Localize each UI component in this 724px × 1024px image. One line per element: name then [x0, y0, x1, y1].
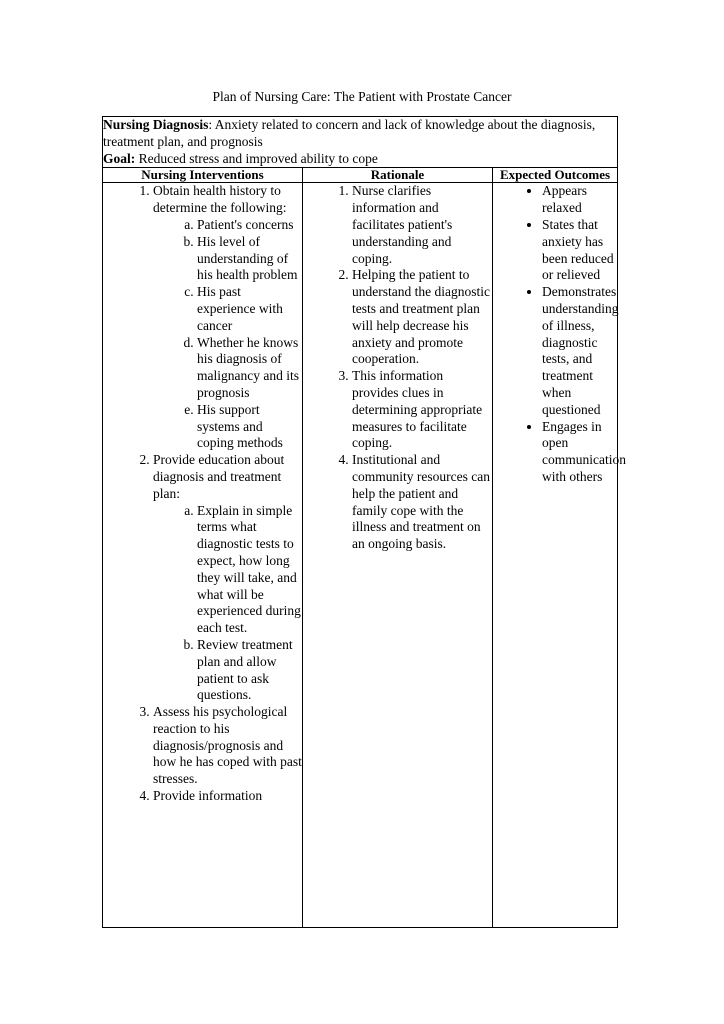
intervention-subitem: d. Whether he knows his diagnosis of malignancy and its prognosis — [197, 335, 302, 402]
outcome-item: • Engages in open communication with others — [542, 419, 617, 486]
outcome-item: • Demonstrates understanding of illness, diagnostic tests, and treatment when questioned — [542, 284, 617, 418]
rationale-item: 3. This information provides clues in determining appropriate measures to facilitate coping. — [352, 368, 492, 452]
rationale-item: 1. Nurse clarifies information and facilitates patient's understanding and coping. — [352, 183, 492, 267]
intervention-subitem: e. His support systems and coping methods — [197, 402, 302, 452]
intervention-item: 4. Provide information — [153, 788, 302, 805]
intervention-subitem: a. Explain in simple terms what diagnostic tests to expect, how long they will take, and what will be experienced during each test. — [197, 503, 302, 637]
outcomes-cell — [493, 183, 626, 928]
diagnosis-goal-cell — [103, 117, 618, 168]
outcomes-list — [493, 183, 626, 485]
page-title: Plan of Nursing Care: The Patient with Prostate Cancer — [212, 89, 512, 104]
rationale-item: 2. Helping the patient to understand the diagnostic tests and treatment plan will help decrease his anxiety and promote cooperation. — [352, 267, 492, 368]
intervention-sublist — [153, 217, 302, 452]
outcome-item: • Appears relaxed — [542, 183, 617, 217]
nursing-diagnosis-label: Nursing Diagnosis — [103, 117, 209, 132]
column-header-row — [103, 168, 618, 183]
nursing-diagnosis — [103, 117, 617, 151]
interventions-list — [103, 183, 302, 804]
nursing-care-plan-table — [102, 116, 626, 928]
rationale-item: 4. Institutional and community resources can help the patient and family cope with the illness and treatment on an ongoing basis. — [352, 452, 492, 553]
diagnosis-row — [103, 117, 618, 168]
intervention-subitem: b. Review treatment plan and allow patient to ask questions. — [197, 637, 302, 704]
intervention-item: 3. Assess his psychological reaction to his diagnosis/prognosis and how he has coped with past stresses. — [153, 704, 302, 788]
column-header-rationale: Rationale — [303, 168, 493, 183]
column-header-interventions: Nursing Interventions — [103, 168, 303, 183]
goal-text: Reduced stress and improved ability to cope — [135, 150, 378, 166]
intervention-subitem: a. Patient's concerns — [197, 217, 302, 234]
goal-label: Goal: — [103, 150, 136, 166]
intervention-sublist — [153, 503, 302, 705]
interventions-cell — [103, 183, 303, 928]
intervention-item: 1. Obtain health history to determine the following: a. Patient's concerns b. His level of understanding of his health problem c. His past experience with cancer d. Whether he knows his diagnosis of malignancy and its prognosis e. His support systems and coping methods — [153, 183, 302, 452]
outcome-item: • States that anxiety has been reduced or relieved — [542, 217, 617, 284]
goal — [103, 151, 617, 168]
nursing-diagnosis-text: : Anxiety related to concern and lack of knowledge about the diagnosis, treatment plan, and prognosis — [103, 117, 596, 149]
intervention-item: 2. Provide education about diagnosis and treatment plan: a. Explain in simple terms what diagnostic tests to expect, how long they will take, and what will be experienced during each test. b. Review treatment plan and allow patient to ask questions. — [153, 452, 302, 704]
intervention-subitem: c. His past experience with cancer — [197, 284, 302, 334]
body-row — [103, 183, 618, 928]
intervention-subitem: b. His level of understanding of his health problem — [197, 234, 302, 284]
rationale-cell — [303, 183, 493, 928]
rationale-list — [303, 183, 492, 553]
column-header-outcomes: Expected Outcomes — [493, 168, 618, 183]
